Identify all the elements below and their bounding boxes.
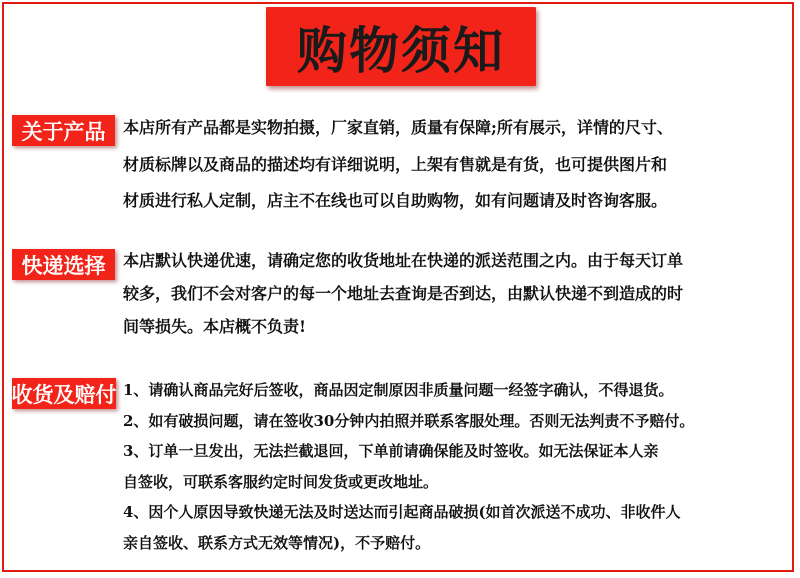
text-line: 自签收，可联系客服约定时间发货或更改地址。	[123, 472, 439, 491]
section-text-delivery	[123, 244, 778, 343]
section-text-receipt	[123, 375, 778, 558]
text-line: 3、订单一旦发出，无法拦截退回，下单前请确保能及时签收。如无法保证本人亲	[123, 442, 659, 460]
text-line: 本店默认快递优速，请确定您的收货地址在快递的派送范围之内。由于每天订单	[123, 251, 684, 270]
text-line: 本店所有产品都是实物拍摄，厂家直销，质量有保障;所有展示，详情的尺寸、	[123, 118, 673, 137]
text-line: 间等损失。本店概不负责!	[123, 317, 307, 336]
text-line: 较多，我们不会对客户的每一个地址去查询是否到达，由默认快递不到造成的时	[123, 284, 684, 303]
section-label-text: 收货及赔付	[11, 382, 117, 407]
text-line: 材质进行私人定制，店主不在线也可以自助购物，如有问题请及时咨询客服。	[123, 191, 668, 210]
section-label-receipt	[12, 378, 116, 409]
text-line: 1、请确认商品完好后签收，商品因定制原因非质量问题一经签字确认，不得退货。	[123, 381, 674, 399]
section-label-delivery	[12, 249, 115, 280]
text-line: 材质标牌以及商品的描述均有详细说明，上架有售就是有货，也可提供图片和	[123, 154, 668, 174]
section-label-text: 关于产品	[21, 119, 106, 144]
section-label-text: 快递选择	[21, 253, 106, 278]
text-line: 2、如有破损问题，请在签收30分钟内拍照并联系客服处理。否则无法判责不予赔付。	[123, 411, 695, 430]
section-label-product	[12, 115, 115, 146]
section-text-product	[123, 110, 778, 220]
title-banner	[266, 7, 536, 86]
page-title: 购物须知	[297, 21, 505, 80]
text-line: 亲自签收、联系方式无效等情况)，不予赔付。	[123, 533, 431, 552]
text-line: 4、因个人原因导致快递无法及时送达而引起商品破损(如首次派送不成功、非收件人	[123, 503, 681, 521]
